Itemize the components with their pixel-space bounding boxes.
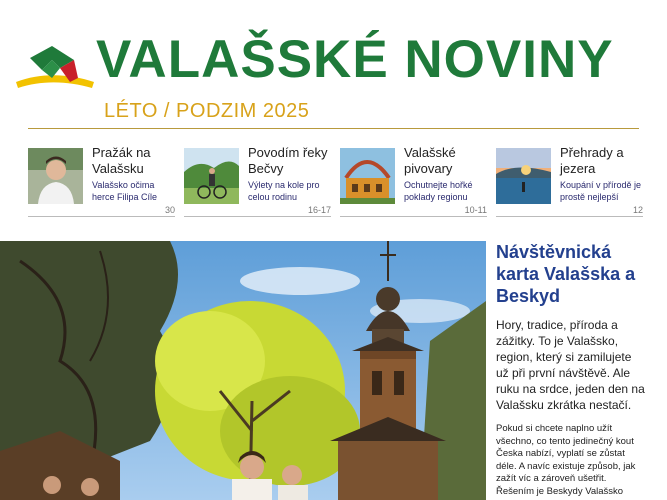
masthead-divider — [28, 128, 639, 129]
teaser-page: 30 — [164, 205, 175, 215]
teaser-underline — [184, 216, 331, 217]
teaser-title: Pražák na Valašsku — [92, 145, 151, 176]
teaser-underline — [340, 216, 487, 217]
teaser-subtitle: Ochutnejte hořké poklady regionu — [404, 180, 473, 202]
wooden-church-photo-icon — [0, 241, 486, 500]
teaser-title: Povodím řeky Bečvy — [248, 145, 328, 176]
teaser-strip — [28, 145, 643, 220]
teaser-page: 10-11 — [464, 205, 487, 215]
teaser-subtitle: Valašsko očima herce Filipa Cíle — [92, 180, 158, 202]
feature-body: Pokud si chcete naplno užít všechno, co tento jedinečný kout Česka nabízí, vyplatí se zůstat déle. A navíc existuje způsob, jak zažít víc a zároveň ušetřit. Řešením je Beskydy Valašsko — [496, 423, 636, 497]
feature-lead: Hory, tradice, příroda a zážitky. To je Valašsko, region, který si zamilujete už při první návštěvě. Ale ruku na srdce, jeden den na Valašsku zkrátka nestačí. — [496, 318, 645, 412]
teaser-page: 16-17 — [307, 205, 331, 215]
teaser-title: Přehrady a jezera — [560, 145, 624, 176]
teaser-item[interactable] — [496, 145, 643, 217]
edition-label: LÉTO / PODZIM 2025 — [104, 100, 310, 122]
teaser-item[interactable] — [184, 145, 331, 217]
newspaper-title: VALAŠSKÉ NOVINY — [96, 30, 614, 89]
teaser-item[interactable] — [340, 145, 487, 217]
teaser-underline — [496, 216, 643, 217]
cyclist-photo-icon — [184, 148, 239, 204]
teaser-subtitle: Výlety na kole pro celou rodinu — [248, 180, 320, 202]
teaser-underline — [28, 216, 175, 217]
teaser-title: Valašské pivovary — [404, 145, 456, 176]
portrait-photo-icon — [28, 148, 83, 204]
main-photo — [0, 241, 486, 500]
teaser-item[interactable] — [28, 145, 175, 217]
lake-photo-icon — [496, 148, 551, 204]
teaser-subtitle: Koupání v přírodě je prostě nejlepší — [560, 180, 642, 202]
teaser-page: 12 — [632, 205, 643, 215]
feature-heading: Návštěvnická karta Valašska a Beskyd — [496, 242, 636, 306]
brewery-photo-icon — [340, 148, 395, 204]
masthead — [0, 0, 667, 135]
valassko-logo-icon — [12, 38, 96, 94]
feature-article — [496, 241, 646, 498]
